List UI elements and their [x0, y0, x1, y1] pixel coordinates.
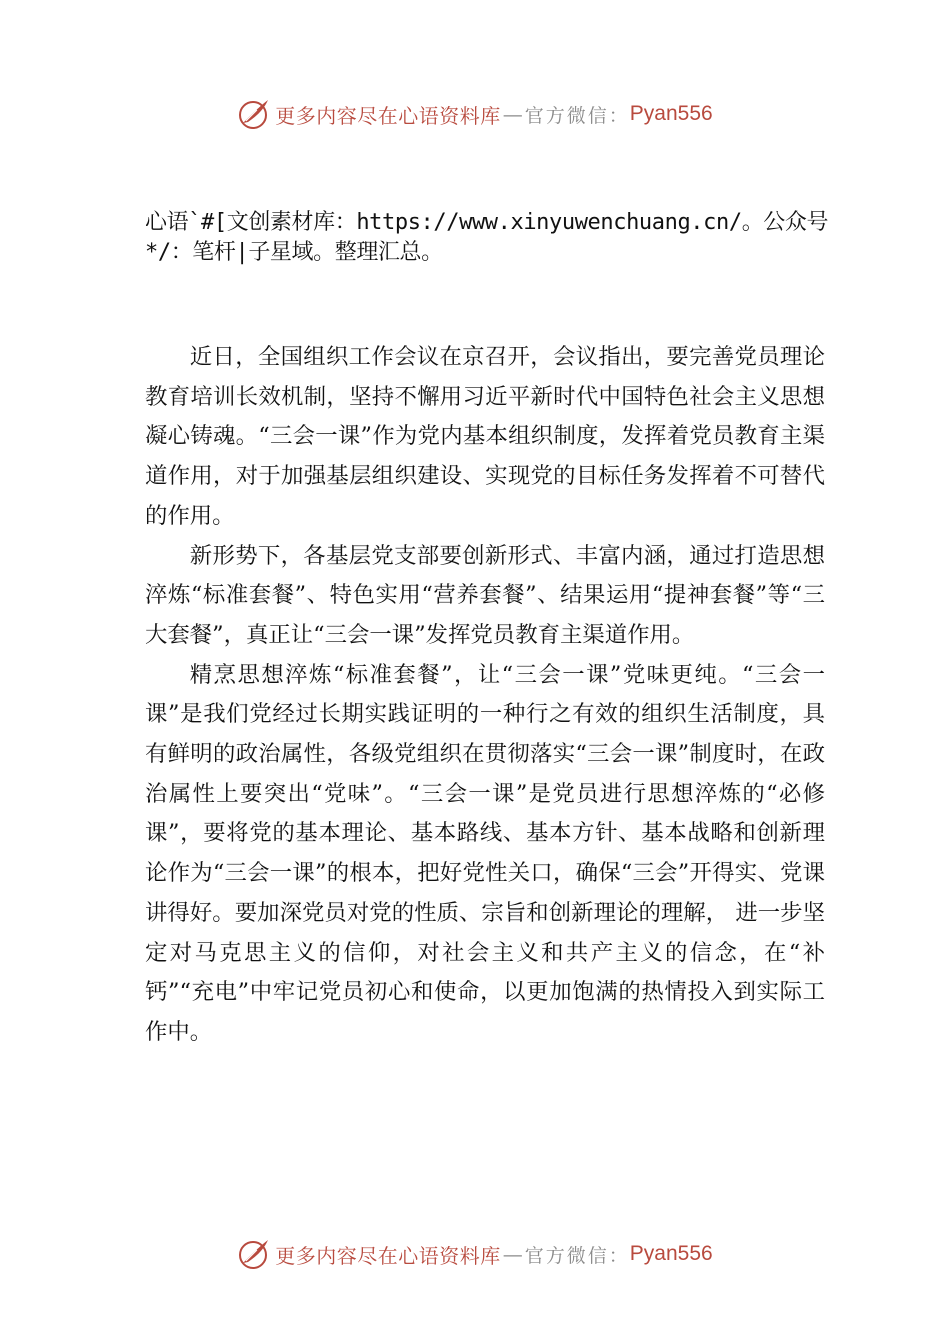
source-note: 心语`#[文创素材库：https://www.xinyuwenchuang.cn/。公众号*/：笔杆|子星域。整理汇总。 — [145, 210, 829, 265]
article-body — [145, 338, 825, 1053]
article-paragraph: 精烹思想淬炼“标准套餐”，让“三会一课”党味更纯。“三会一课”是我们党经过长期实践证明的一种行之有效的组织生活制度，具有鲜明的政治属性，各级党组织在贯彻落实“三会一课”制度时，在政治属性上要突出“党味”。“三会一课”是党员进行思想淬炼的“必修课”，要将党的基本理论、基本路线、基本方针、基本战略和创新理论作为“三会一课”的根本，把好党性关口，确保“三会”开得实、党课讲得好。要加深党员对党的性质、宗旨和创新理论的理解， 进一步坚定对马克思主义的信仰，对社会主义和共产主义的信念，在“补钙”“充电”中牢记党员初心和使命，以更加饱满的热情投入到实际工作中。 — [145, 661, 825, 1045]
article-paragraph: 新形势下，各基层党支部要创新形式、丰富内涵，通过打造思想淬炼“标准套餐”、特色实用“营养套餐”、结果运用“提神套餐”等“三大套餐”，真正让“三会一课”发挥党员教育主渠道作用。 — [145, 542, 825, 648]
footer-banner — [0, 1232, 950, 1276]
banner-wechat-label: 官方微信： — [524, 1244, 630, 1267]
banner-wechat-id: Pyan556 — [629, 102, 713, 125]
article-paragraph: 近日，全国组织工作会议在京召开，会议指出，要完善党员理论教育培训长效机制，坚持不懈用习近平新时代中国特色社会主义思想凝心铸魂。“三会一课”作为党内基本组织制度，发挥着党员教育主渠道作用，对于加强基层组织建设、实现党的目标任务发挥着不可替代的作用。 — [145, 344, 825, 529]
banner-title: 更多内容尽在心语资料库 — [275, 1243, 501, 1268]
banner-wechat-label: 官方微信： — [524, 104, 630, 127]
banner-separator: — — [502, 1242, 523, 1266]
quill-logo-icon — [237, 97, 271, 131]
header-banner — [0, 92, 950, 136]
quill-logo-icon — [237, 1237, 271, 1271]
banner-wechat-id: Pyan556 — [629, 1242, 713, 1265]
banner-title: 更多内容尽在心语资料库 — [275, 103, 501, 128]
banner-separator: — — [502, 102, 523, 126]
